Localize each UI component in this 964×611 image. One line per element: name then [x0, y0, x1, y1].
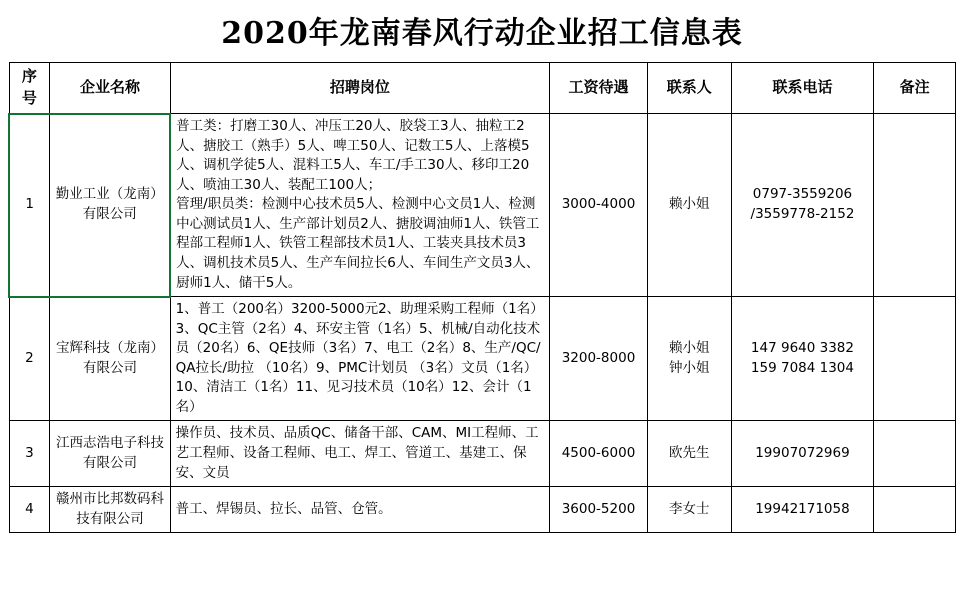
- cell-phone: [731, 487, 874, 533]
- contact-name: 钟小姐: [669, 359, 710, 376]
- job-line: 普工、焊锡员、拉长、品管、仓管。: [175, 500, 392, 517]
- cell-phone: [731, 297, 874, 421]
- column-header-company: 企业名称: [50, 63, 170, 114]
- table-header: [9, 63, 956, 114]
- cell-index: 4: [9, 487, 50, 533]
- contact-name: 赖小姐: [669, 340, 710, 357]
- cell-phone: [731, 421, 874, 487]
- cell-company: 勤业工业（龙南）有限公司: [50, 114, 170, 297]
- job-line: 操作员、技术员、品质QC、储备干部、CAM、MI工程师、工艺工程师、设备工程师、电工、焊工、管道工、基建工、保安、文员: [175, 425, 539, 481]
- column-header-salary: 工资待遇: [550, 63, 648, 114]
- cell-note: [874, 487, 956, 533]
- cell-contact: [647, 487, 731, 533]
- phone-number: 147 9640 3382: [750, 340, 854, 357]
- job-line: 普工类：打磨工30人、冲压工20人、胶袋工3人、抽粒工2人、搪胶工（熟手）5人、啤工50人、记数工5人、上落模5人、调机学徒5人、混料工5人、车工/手工30人、移印工20人、喷油工30人、装配工100人；: [176, 118, 530, 193]
- job-line: 1、普工（200名）3200-5000元2、助理采购工程师（1名）3、QC主管（2名）4、环安主管（1名）5、机械/自动化技术员（20名）6、QE技师（3名）7、电工（2名）8、生产/QC/QA拉长/助拉 （10名）9、PMC计划员 （3名）文员（1名）10、清洁工（1名）11、见习技术员（10名）12、会计（1名）: [175, 301, 544, 415]
- table-body: [9, 114, 956, 533]
- contact-name: 赖小姐: [669, 196, 710, 213]
- phone-number: /3559778-2152: [750, 206, 855, 223]
- cell-salary: 3200-8000: [550, 297, 648, 421]
- job-line: 管理/职员类：检测中心技术员5人、检测中心文员1人、检测中心测试员1人、生产部计划员2人、搪胶调油师1人、铁管工程部工程师1人、铁管工程部技术员1人、工装夹具技术员3人、调机技术员5人、生产车间拉长6人、车间生产文员3人、厨师1人、储干5人。: [176, 196, 540, 291]
- cell-index: 3: [9, 421, 50, 487]
- cell-index: 2: [9, 297, 50, 421]
- contact-name: 李女士: [669, 500, 710, 517]
- cell-jobs: [170, 421, 549, 487]
- column-header-jobs: 招聘岗位: [170, 63, 549, 114]
- cell-contact: [647, 297, 731, 421]
- table-row[interactable]: [9, 114, 956, 297]
- cell-salary: 3600-5200: [550, 487, 648, 533]
- phone-number: 0797-3559206: [752, 186, 853, 203]
- table-row[interactable]: [9, 297, 956, 421]
- contact-name: 欧先生: [669, 445, 710, 461]
- column-header-contact: 联系人: [647, 63, 731, 114]
- phone-number: 19907072969: [755, 445, 850, 461]
- column-header-index: 序号: [9, 63, 50, 114]
- table-row[interactable]: [9, 421, 956, 487]
- cell-contact: [647, 421, 731, 487]
- column-header-note: 备注: [874, 63, 956, 114]
- cell-phone: [731, 114, 874, 297]
- column-header-phone: 联系电话: [731, 63, 874, 114]
- phone-number: 159 7084 1304: [750, 359, 854, 376]
- phone-number: 19942171058: [755, 500, 850, 517]
- table-row[interactable]: [9, 487, 956, 533]
- cell-jobs: [170, 487, 549, 533]
- cell-salary: 4500-6000: [550, 421, 648, 487]
- table-header-row: [9, 63, 956, 114]
- cell-company: 宝辉科技（龙南）有限公司: [50, 297, 170, 421]
- cell-note: [874, 114, 956, 297]
- cell-salary: 3000-4000: [550, 114, 648, 297]
- cell-company: 江西志浩电子科技有限公司: [50, 421, 170, 487]
- cell-note: [874, 421, 956, 487]
- cell-jobs: [170, 297, 549, 421]
- cell-note: [874, 297, 956, 421]
- page-title: 2020年龙南春风行动企业招工信息表: [221, 16, 743, 51]
- cell-company: 赣州市比邦数码科技有限公司: [50, 487, 170, 533]
- cell-jobs: [170, 114, 549, 297]
- recruitment-table: [8, 62, 956, 533]
- cell-index: 1: [9, 114, 50, 297]
- cell-contact: [647, 114, 731, 297]
